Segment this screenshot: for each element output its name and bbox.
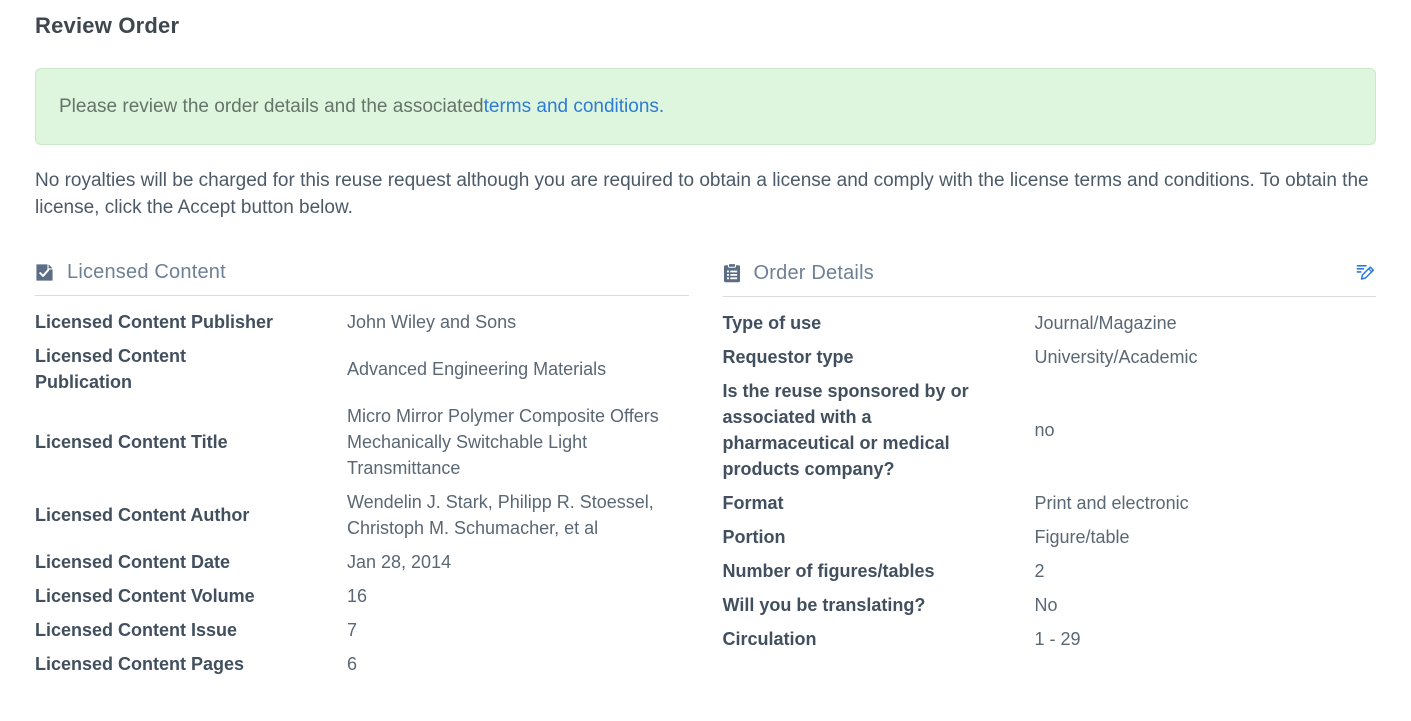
field-label: Portion xyxy=(722,527,786,547)
order-details-section xyxy=(723,261,1377,681)
field-label: Licensed Content Volume xyxy=(35,586,255,606)
notice-banner xyxy=(35,68,1376,145)
field-value: 16 xyxy=(347,586,368,606)
table-row xyxy=(35,485,689,545)
field-label: Licensed Content Pages xyxy=(35,654,245,674)
notice-text: Please review the order details and the associated xyxy=(59,95,484,117)
table-row xyxy=(35,647,689,681)
field-value: Figure/table xyxy=(1034,527,1130,547)
field-value: Wendelin J. Stark, Philipp R. Stoessel, Christoph M. Schumacher, et al xyxy=(347,492,654,538)
table-row xyxy=(35,305,689,339)
page-title: Review Order xyxy=(35,13,180,38)
field-value: John Wiley and Sons xyxy=(347,312,517,332)
order-details-title: Order Details xyxy=(753,261,874,284)
table-row xyxy=(723,374,1377,486)
field-label: Licensed Content Date xyxy=(35,552,231,572)
field-label: Requestor type xyxy=(722,347,854,367)
field-label: Number of figures/tables xyxy=(722,561,935,581)
clipboard-list-icon xyxy=(723,263,741,283)
field-value: No xyxy=(1034,595,1058,615)
field-value: Print and electronic xyxy=(1034,493,1189,513)
field-value: no xyxy=(1034,420,1055,440)
licensed-content-title: Licensed Content xyxy=(67,261,226,283)
table-row xyxy=(35,545,689,579)
field-value: 2 xyxy=(1034,561,1045,581)
table-row xyxy=(723,520,1377,554)
table-row xyxy=(723,588,1377,622)
field-value: Jan 28, 2014 xyxy=(347,552,452,572)
field-label: Format xyxy=(722,493,784,513)
table-row xyxy=(35,613,689,647)
field-label: Will you be translating? xyxy=(722,595,926,615)
field-label: Is the reuse sponsored by or associated with a pharmaceutical or medical products company? xyxy=(722,381,969,479)
field-label: Licensed Content Publication xyxy=(35,346,187,392)
table-row xyxy=(723,554,1377,588)
field-label: Licensed Content Title xyxy=(35,432,228,452)
table-row xyxy=(723,306,1377,340)
table-row xyxy=(35,399,689,485)
note-check-icon xyxy=(35,263,54,282)
field-value: Advanced Engineering Materials xyxy=(347,359,607,379)
field-value: Journal/Magazine xyxy=(1034,313,1177,333)
terms-and-conditions-link[interactable]: terms and conditions. xyxy=(483,95,665,117)
section-divider xyxy=(35,295,689,296)
licensed-content-header xyxy=(35,261,689,284)
edit-order-button[interactable] xyxy=(1355,261,1376,285)
royalties-intro-text: No royalties will be charged for this reuse request although you are required to obtain a license and comply with the license terms and conditions. To obtain the license, click the Accept button below. xyxy=(35,170,1369,218)
field-value: Micro Mirror Polymer Composite Offers Mechanically Switchable Light Transmittance xyxy=(347,406,659,478)
table-row xyxy=(35,579,689,613)
field-label: Licensed Content Publisher xyxy=(35,312,274,332)
field-value: 6 xyxy=(347,654,358,674)
table-row xyxy=(723,340,1377,374)
table-row xyxy=(35,339,689,399)
details-columns xyxy=(35,261,1376,681)
field-label: Type of use xyxy=(722,313,822,333)
field-label: Licensed Content Author xyxy=(35,505,250,525)
field-label: Licensed Content Issue xyxy=(35,620,238,640)
field-value: 1 - 29 xyxy=(1034,629,1081,649)
field-value: 7 xyxy=(347,620,358,640)
licensed-content-section xyxy=(35,261,689,681)
section-divider xyxy=(723,296,1377,297)
table-row xyxy=(723,622,1377,656)
field-label: Circulation xyxy=(722,629,817,649)
field-value: University/Academic xyxy=(1034,347,1198,367)
edit-pencil-icon xyxy=(1355,261,1376,285)
table-row xyxy=(723,486,1377,520)
order-details-header xyxy=(723,261,1377,285)
